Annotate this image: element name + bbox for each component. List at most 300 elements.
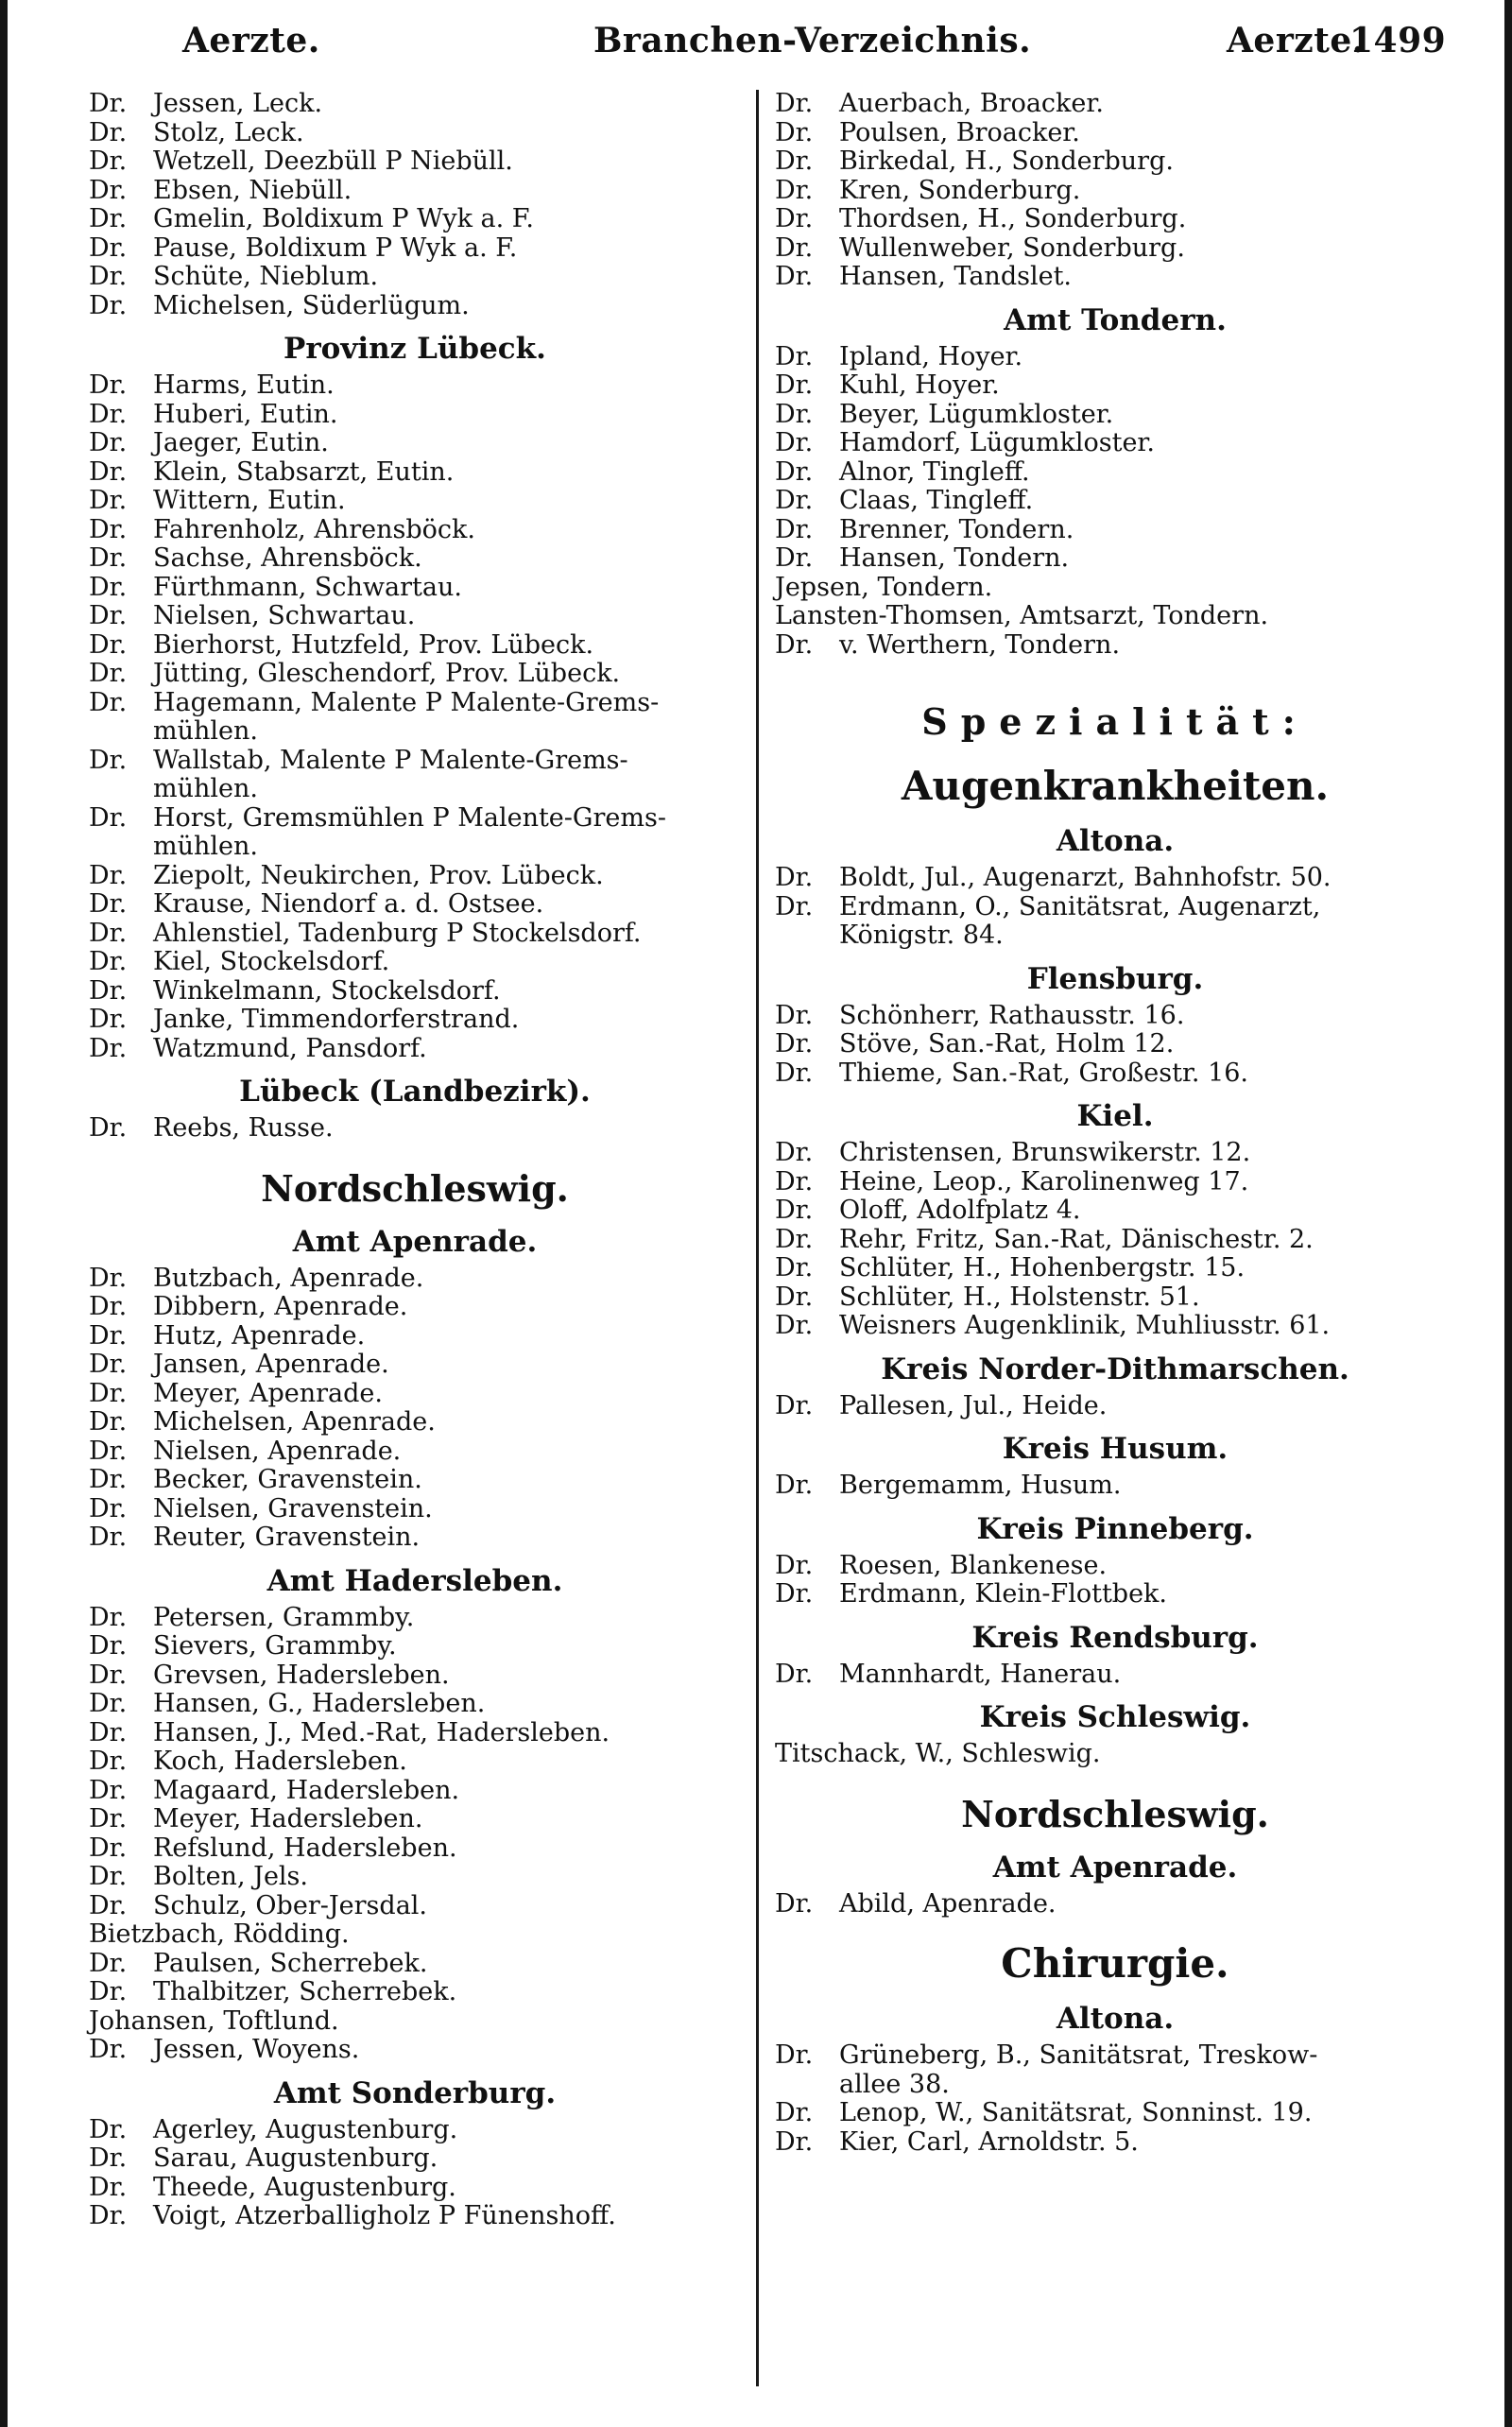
title-prefix: Dr.: [89, 1292, 128, 1321]
entry-text: Paulsen, Scherrebek.: [153, 1948, 428, 1978]
title-prefix: Dr.: [89, 262, 128, 291]
region-heading: Nordschleswig.: [261, 1166, 569, 1210]
list-item: [89, 2202, 741, 2231]
title-prefix: Dr.: [775, 1000, 814, 1030]
entry-text: Winkelmann, Stockelsdorf.: [153, 975, 501, 1006]
entry-text: Ahlenstiel, Tadenburg P Stockelsdorf.: [153, 918, 642, 948]
title-prefix: Dr.: [775, 1138, 814, 1167]
list-item: [89, 1466, 741, 1495]
entry-text: Schönherr, Rathausstr. 16.: [839, 1000, 1185, 1030]
specialty-heading: Chirurgie.: [1001, 1940, 1229, 1987]
title-prefix: Dr.: [775, 146, 814, 176]
list-item: [89, 401, 741, 430]
right-column: [775, 90, 1455, 2157]
title-prefix: Dr.: [775, 1029, 814, 1059]
title-prefix: Dr.: [89, 204, 128, 233]
directory-page: [8, 0, 1504, 2427]
section-heading: Kreis Husum.: [1002, 1432, 1228, 1466]
list-item: [89, 1604, 741, 1633]
title-prefix: Dr.: [89, 1977, 128, 2006]
title-prefix: Dr.: [89, 514, 128, 544]
entry-text: Meyer, Apenrade.: [153, 1378, 383, 1408]
list-item: [89, 1380, 741, 1409]
specialty-label: Spezialität:: [921, 700, 1309, 743]
title-prefix: Dr.: [89, 1005, 128, 1034]
list-item: [89, 1805, 741, 1834]
entry-text: Janke, Timmendorferstrand.: [153, 1005, 520, 1034]
title-prefix: Dr.: [775, 629, 814, 660]
list-item: [89, 90, 741, 119]
list-item: [775, 263, 1455, 292]
entry-text: Claas, Tingleff.: [839, 486, 1034, 515]
list-item: [775, 2099, 1455, 2128]
title-prefix: Dr.: [89, 486, 128, 515]
entry-continuation: mühlen.: [153, 774, 258, 803]
title-prefix: Dr.: [89, 918, 128, 948]
list-item: [775, 1059, 1455, 1089]
entry-text: Abild, Apenrade.: [839, 1888, 1057, 1919]
entry-text: Theede, Augustenburg.: [153, 2172, 456, 2202]
section-heading: Lübeck (Landbezirk).: [239, 1075, 591, 1109]
entry-text: Kren, Sonderburg.: [839, 175, 1081, 205]
entry-continuation: mühlen.: [153, 832, 258, 861]
list-item: [89, 1863, 741, 1892]
entry-continuation: Königstr. 84.: [839, 921, 1004, 950]
list-item: [89, 1265, 741, 1294]
entry-text: Hansen, G., Hadersleben.: [153, 1689, 486, 1718]
list-item: [89, 660, 741, 689]
entry-text: Hamdorf, Lügumkloster.: [839, 428, 1155, 457]
section-heading: Provinz Lübeck.: [284, 332, 546, 366]
title-prefix: Dr.: [775, 89, 814, 118]
list-item: [775, 864, 1455, 893]
title-prefix: Dr.: [775, 232, 814, 263]
title-prefix: Dr.: [775, 2098, 814, 2127]
list-item: [89, 890, 741, 920]
entry-text: Stolz, Leck.: [153, 117, 304, 147]
title-prefix: Dr.: [775, 514, 814, 544]
entry-text: Jessen, Woyens.: [153, 2035, 360, 2064]
list-item: [89, 1351, 741, 1380]
entry-text: Thordsen, H., Sonderburg.: [839, 204, 1187, 233]
list-item: [89, 292, 741, 321]
list-item: [775, 1168, 1455, 1197]
title-prefix: Dr.: [89, 2114, 128, 2144]
entry-text: Michelsen, Süderlügum.: [153, 290, 470, 320]
entry-text: Nielsen, Gravenstein.: [153, 1493, 433, 1523]
entry-text: Becker, Gravenstein.: [153, 1465, 422, 1494]
list-item: [775, 2128, 1455, 2158]
title-prefix: Dr.: [89, 1631, 128, 1661]
title-prefix: Dr.: [89, 1523, 128, 1552]
entry-text: Schüte, Nieblum.: [153, 262, 379, 291]
list-item: [89, 234, 741, 264]
title-prefix: Dr.: [775, 1224, 814, 1254]
list-item: [89, 487, 741, 516]
title-prefix: Dr.: [775, 1579, 814, 1609]
entry-text: Dibbern, Apenrade.: [153, 1292, 408, 1321]
list-item: [89, 1632, 741, 1661]
entry-text: Wullenweber, Sonderburg.: [839, 232, 1185, 263]
title-prefix: Dr.: [775, 370, 814, 400]
list-item: [89, 1719, 741, 1748]
list-item: [775, 458, 1455, 488]
list-item: [89, 1114, 741, 1144]
section-heading: Kreis Pinneberg.: [976, 1511, 1254, 1546]
list-item: [89, 516, 741, 545]
section-heading: Altona.: [1056, 2002, 1175, 2036]
list-item: [775, 147, 1455, 177]
title-prefix: Dr.: [775, 175, 814, 205]
list-item: [89, 948, 741, 977]
list-item: Bietzbach, Rödding.: [89, 1919, 350, 1949]
entry-text: Butzbach, Apenrade.: [153, 1263, 424, 1293]
list-item: [89, 574, 741, 603]
title-prefix: Dr.: [89, 1493, 128, 1523]
list-item: [775, 1661, 1455, 1690]
list-item: [775, 1226, 1455, 1255]
entry-text: Boldt, Jul., Augenarzt, Bahnhofstr. 50.: [839, 863, 1332, 892]
title-prefix: Dr.: [89, 1890, 128, 1920]
section-heading: Amt Apenrade.: [292, 1224, 538, 1259]
entry-text: Heine, Leop., Karolinenweg 17.: [839, 1166, 1249, 1196]
column-divider: [756, 90, 759, 2386]
entry-text: Hansen, Tandslet.: [839, 262, 1073, 291]
list-item: [89, 1747, 741, 1777]
list-item: [89, 1408, 741, 1437]
entry-text: Thieme, San.-Rat, Großestr. 16.: [839, 1058, 1249, 1088]
title-prefix: Dr.: [89, 1602, 128, 1632]
entry-text: Harms, Eutin.: [153, 370, 335, 400]
entry-text: Ipland, Hoyer.: [839, 341, 1023, 371]
entry-text: Koch, Hadersleben.: [153, 1747, 407, 1776]
title-prefix: Dr.: [89, 1862, 128, 1891]
title-prefix: Dr.: [89, 1320, 128, 1351]
list-item: [89, 429, 741, 458]
entry-text: Hansen, J., Med.-Rat, Hadersleben.: [153, 1717, 610, 1747]
title-prefix: Dr.: [89, 1747, 128, 1776]
entry-text: v. Werthern, Tondern.: [839, 629, 1121, 660]
list-item: [89, 1322, 741, 1351]
entry-text: Grevsen, Hadersleben.: [153, 1660, 450, 1690]
entry-text: Mannhardt, Hanerau.: [839, 1659, 1122, 1689]
list-item: [775, 1030, 1455, 1059]
list-item: [775, 429, 1455, 458]
title-prefix: Dr.: [89, 659, 128, 688]
entry-text: Erdmann, Klein-Flottbek.: [839, 1579, 1168, 1609]
list-item: [89, 1523, 741, 1553]
title-prefix: Dr.: [89, 543, 128, 573]
section-heading: Flensburg.: [1026, 961, 1204, 996]
list-item: [89, 2174, 741, 2203]
list-item: [775, 631, 1455, 661]
title-prefix: Dr.: [775, 2126, 814, 2157]
list-item: [89, 1690, 741, 1719]
entry-text: Hagemann, Malente P Malente-Grems-: [153, 687, 660, 717]
page-number: 1499: [1349, 21, 1447, 60]
entry-text: Agerley, Augustenburg.: [153, 2114, 458, 2144]
entry-text: Auerbach, Broacker.: [839, 89, 1104, 118]
list-item: [89, 1035, 741, 1064]
title-prefix: Dr.: [89, 2201, 128, 2230]
list-item: [775, 516, 1455, 545]
entry-text: Rehr, Fritz, San.-Rat, Dänischestr. 2.: [839, 1224, 1314, 1254]
list-item: [775, 2041, 1455, 2071]
title-prefix: Dr.: [89, 1689, 128, 1718]
entry-text: Pause, Boldixum P Wyk a. F.: [153, 232, 518, 263]
entry-text: Nielsen, Schwartau.: [153, 601, 416, 630]
list-item: [89, 458, 741, 488]
title-prefix: Dr.: [89, 1804, 128, 1833]
title-prefix: Dr.: [775, 117, 814, 147]
title-prefix: Dr.: [89, 1660, 128, 1690]
title-prefix: Dr.: [775, 1659, 814, 1689]
entry-text: Petersen, Grammby.: [153, 1602, 415, 1632]
entry-text: Bergemamm, Husum.: [839, 1471, 1122, 1500]
entry-text: Gmelin, Boldixum P Wyk a. F.: [153, 204, 534, 233]
entry-text: Ziepolt, Neukirchen, Prov. Lübeck.: [153, 860, 604, 890]
list-item: [775, 1312, 1455, 1341]
list-item: [775, 1196, 1455, 1226]
list-item: [89, 920, 741, 949]
entry-text: Grüneberg, B., Sanitätsrat, Treskow-: [839, 2040, 1318, 2070]
title-prefix: Dr.: [775, 341, 814, 371]
title-prefix: Dr.: [89, 232, 128, 263]
entry-text: Kiel, Stockelsdorf.: [153, 947, 390, 976]
section-heading: Amt Sonderburg.: [273, 2075, 557, 2110]
list-item: [775, 1139, 1455, 1168]
list-item: [89, 2144, 741, 2174]
entry-text: Krause, Niendorf a. d. Ostsee.: [153, 889, 544, 919]
list-item: [775, 401, 1455, 430]
title-prefix: Dr.: [89, 399, 128, 429]
title-prefix: Dr.: [775, 1311, 814, 1340]
list-item: [89, 1495, 741, 1524]
title-prefix: Dr.: [775, 1888, 814, 1919]
title-prefix: Dr.: [775, 1550, 814, 1580]
title-prefix: Dr.: [89, 1833, 128, 1863]
section-heading: Kreis Norder-Dithmarschen.: [881, 1351, 1349, 1386]
list-item: [89, 371, 741, 401]
entry-text: Brenner, Tondern.: [839, 514, 1074, 544]
title-prefix: Dr.: [89, 428, 128, 457]
entry-text: Lenop, W., Sanitätsrat, Sonninst. 19.: [839, 2098, 1313, 2127]
entry-text: Oloff, Adolfplatz 4.: [839, 1196, 1081, 1225]
entry-text: Horst, Gremsmühlen P Malente-Grems-: [153, 802, 666, 833]
entry-text: Sarau, Augustenburg.: [153, 2143, 438, 2173]
title-prefix: Dr.: [89, 745, 128, 775]
entry-text: Bierhorst, Hutzfeld, Prov. Lübeck.: [153, 629, 594, 660]
title-prefix: Dr.: [775, 1196, 814, 1225]
title-prefix: Dr.: [89, 947, 128, 976]
header-right: Aerzte.: [1227, 21, 1365, 60]
entry-text: Jessen, Leck.: [153, 89, 323, 118]
entry-text: Roesen, Blankenese.: [839, 1550, 1108, 1580]
title-prefix: Dr.: [775, 543, 814, 573]
title-prefix: Dr.: [89, 860, 128, 890]
list-item: [89, 2036, 741, 2065]
section-heading: Altona.: [1056, 824, 1175, 858]
list-item: Jepsen, Tondern.: [775, 572, 993, 602]
title-prefix: Dr.: [775, 399, 814, 429]
header-center: Branchen-Verzeichnis.: [593, 21, 1032, 60]
entry-text: Bolten, Jels.: [153, 1862, 308, 1891]
section-heading: Amt Hadersleben.: [266, 1563, 563, 1598]
list-item: [89, 205, 741, 234]
title-prefix: Dr.: [89, 1378, 128, 1408]
list-item: [89, 263, 741, 292]
list-item: [89, 1777, 741, 1806]
list-item: [775, 544, 1455, 574]
list-item: [89, 177, 741, 206]
entry-text: Jütting, Gleschendorf, Prov. Lübeck.: [153, 659, 621, 688]
header-left: Aerzte.: [182, 21, 320, 60]
title-prefix: Dr.: [89, 2035, 128, 2064]
entry-text: Huberi, Eutin.: [153, 399, 338, 429]
left-column: [89, 90, 741, 2231]
list-item: [775, 119, 1455, 148]
list-item: [89, 862, 741, 891]
list-item: [89, 1661, 741, 1691]
entry-text: Hutz, Apenrade.: [153, 1320, 366, 1351]
list-item: [89, 1437, 741, 1467]
list-item: [89, 147, 741, 177]
entry-text: Watzmund, Pansdorf.: [153, 1033, 427, 1063]
title-prefix: Dr.: [89, 89, 128, 118]
title-prefix: Dr.: [89, 629, 128, 660]
entry-continuation: allee 38.: [839, 2069, 950, 2099]
title-prefix: Dr.: [89, 1775, 128, 1805]
list-item: [89, 1006, 741, 1035]
list-item: [89, 1834, 741, 1864]
list-item: [775, 1254, 1455, 1283]
list-item: [775, 1472, 1455, 1501]
title-prefix: Dr.: [775, 486, 814, 515]
entry-text: Ebsen, Niebüll.: [153, 175, 352, 205]
list-item: [89, 747, 741, 776]
entry-text: Michelsen, Apenrade.: [153, 1407, 436, 1437]
list-item: Titschack, W., Schleswig.: [775, 1739, 1101, 1768]
entry-text: Reuter, Gravenstein.: [153, 1523, 421, 1552]
list-item: [775, 234, 1455, 264]
entry-text: Fahrenholz, Ahrensböck.: [153, 514, 475, 544]
title-prefix: Dr.: [89, 1717, 128, 1747]
title-prefix: Dr.: [89, 117, 128, 147]
list-item: [775, 343, 1455, 372]
list-item: Johansen, Toftlund.: [89, 2005, 339, 2036]
title-prefix: Dr.: [89, 146, 128, 176]
title-prefix: Dr.: [775, 1058, 814, 1088]
list-item: [775, 371, 1455, 401]
entry-text: Alnor, Tingleff.: [839, 456, 1030, 487]
list-item: [775, 893, 1455, 922]
entry-text: Jansen, Apenrade.: [153, 1350, 389, 1379]
entry-text: Schlüter, H., Hohenbergstr. 15.: [839, 1253, 1246, 1282]
title-prefix: Dr.: [775, 1282, 814, 1312]
list-item: [89, 804, 741, 834]
entry-text: Wallstab, Malente P Malente-Grems-: [153, 745, 628, 775]
title-prefix: Dr.: [775, 1471, 814, 1500]
entry-text: Voigt, Atzerballigholz P Fünenshoff.: [153, 2201, 616, 2230]
entry-text: Refslund, Hadersleben.: [153, 1833, 457, 1863]
section-heading: Amt Tondern.: [1004, 302, 1227, 337]
entry-text: Wittern, Eutin.: [153, 486, 346, 515]
title-prefix: Dr.: [89, 290, 128, 320]
title-prefix: Dr.: [775, 262, 814, 291]
title-prefix: Dr.: [89, 1113, 128, 1143]
title-prefix: Dr.: [89, 802, 128, 833]
entry-text: Magaard, Hadersleben.: [153, 1775, 460, 1805]
title-prefix: Dr.: [775, 204, 814, 233]
list-item: [775, 1392, 1455, 1421]
list-item: [775, 1283, 1455, 1313]
entry-text: Jaeger, Eutin.: [153, 428, 329, 457]
title-prefix: Dr.: [89, 975, 128, 1006]
entry-text: Meyer, Hadersleben.: [153, 1804, 423, 1833]
region-heading: Nordschleswig.: [961, 1792, 1269, 1835]
title-prefix: Dr.: [775, 1166, 814, 1196]
entry-text: Kier, Carl, Arnoldstr. 5.: [839, 2126, 1139, 2157]
entry-text: Birkedal, H., Sonderburg.: [839, 146, 1174, 176]
entry-text: Weisners Augenklinik, Muhliusstr. 61.: [839, 1311, 1331, 1340]
title-prefix: Dr.: [89, 572, 128, 602]
entry-text: Sachse, Ahrensböck.: [153, 543, 422, 573]
title-prefix: Dr.: [89, 175, 128, 205]
title-prefix: Dr.: [89, 1350, 128, 1379]
list-item: [89, 544, 741, 574]
entry-text: Reebs, Russe.: [153, 1113, 334, 1143]
list-item: [775, 177, 1455, 206]
title-prefix: Dr.: [89, 1436, 128, 1466]
entry-text: Poulsen, Broacker.: [839, 117, 1080, 147]
list-item: Lansten-Thomsen, Amtsarzt, Tondern.: [775, 601, 1269, 630]
title-prefix: Dr.: [89, 1263, 128, 1293]
title-prefix: Dr.: [89, 601, 128, 630]
section-heading: Kreis Rendsburg.: [971, 1620, 1259, 1655]
title-prefix: Dr.: [89, 1033, 128, 1063]
title-prefix: Dr.: [89, 1407, 128, 1437]
specialty-heading: Augenkrankheiten.: [901, 763, 1330, 809]
list-item: [89, 1892, 741, 1921]
entry-text: Erdmann, O., Sanitätsrat, Augenarzt,: [839, 891, 1321, 921]
entry-text: Hansen, Tondern.: [839, 543, 1070, 573]
entry-text: Beyer, Lügumkloster.: [839, 399, 1114, 429]
entry-text: Kuhl, Hoyer.: [839, 370, 1000, 400]
list-item: [89, 602, 741, 631]
entry-text: Stöve, San.-Rat, Holm 12.: [839, 1029, 1175, 1059]
list-item: [775, 1580, 1455, 1609]
entry-text: Sievers, Grammby.: [153, 1631, 397, 1661]
entry-text: Schlüter, H., Holstenstr. 51.: [839, 1282, 1200, 1312]
title-prefix: Dr.: [775, 1253, 814, 1282]
entry-text: Klein, Stabsarzt, Eutin.: [153, 456, 455, 487]
title-prefix: Dr.: [775, 2040, 814, 2070]
title-prefix: Dr.: [89, 687, 128, 717]
entry-text: Pallesen, Jul., Heide.: [839, 1390, 1108, 1420]
list-item: [89, 1978, 741, 2007]
title-prefix: Dr.: [89, 2143, 128, 2173]
title-prefix: Dr.: [89, 1465, 128, 1494]
list-item: [775, 1552, 1455, 1581]
entry-text: Thalbitzer, Scherrebek.: [153, 1977, 457, 2006]
list-item: [89, 1293, 741, 1322]
list-item: [775, 205, 1455, 234]
title-prefix: Dr.: [89, 2172, 128, 2202]
list-item: [775, 1002, 1455, 1031]
list-item: [775, 90, 1455, 119]
section-heading: Kiel.: [1076, 1099, 1154, 1133]
entry-text: Christensen, Brunswikerstr. 12.: [839, 1138, 1251, 1167]
